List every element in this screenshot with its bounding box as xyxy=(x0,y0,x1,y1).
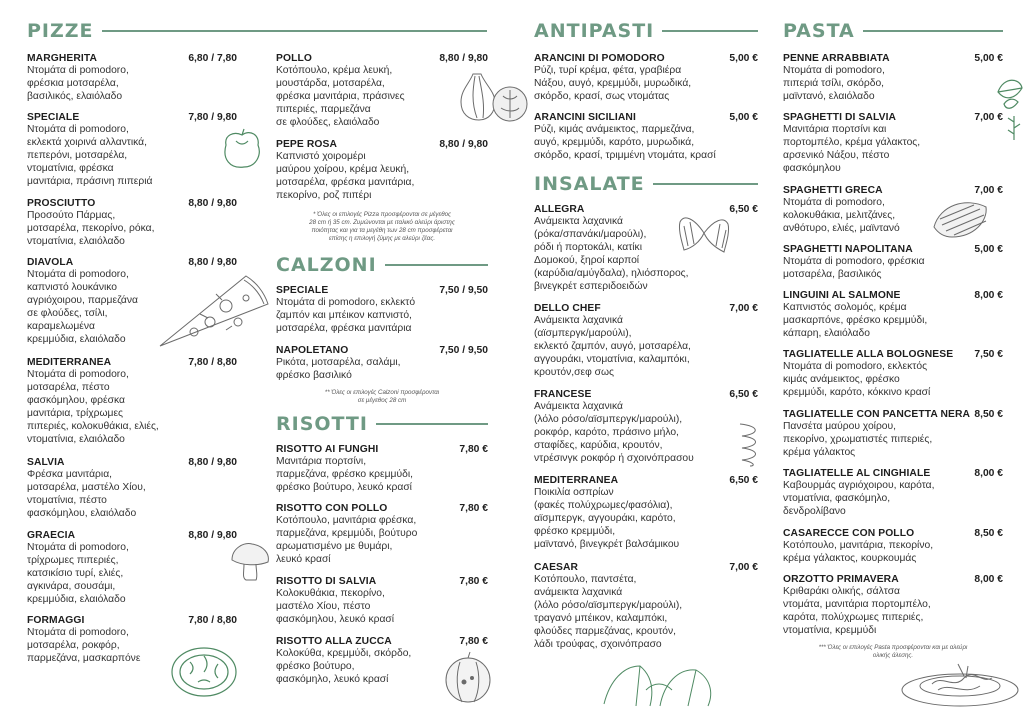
item-description-line: (λόλο ρόσο/αϊσμπεργκ/μαρούλι), xyxy=(534,414,683,426)
item-price: 7,80 / 8,80 xyxy=(188,357,237,368)
note-line: ποιότητας και για τα μεγέθη των 28 cm προσφέρεται xyxy=(311,227,453,234)
menu-item xyxy=(783,53,1003,103)
section-title-text: INSALATE xyxy=(534,173,645,195)
item-description-line: μασκαρπόνε, φρέσκο κρεμμύδι, xyxy=(783,315,928,327)
item-description-line: βινεγκρέτ εσπεριδοειδών xyxy=(534,281,648,293)
item-description-line: ντοματίνια, πέστο xyxy=(27,495,107,507)
item-description-line: Ντομάτα di pomodoro, εκλεκτό xyxy=(276,297,416,308)
item-description-line: Κολοκύθα, κρεμμύδι, σκόρδο, xyxy=(276,648,412,659)
item-name: SPAGHETTI NAPOLITANA xyxy=(783,244,913,255)
item-description-line: κρεμμύδια, ελαιόλαδο xyxy=(27,594,126,606)
item-description-line: ντοματίνια, ελαιόλαδο xyxy=(27,434,125,446)
section-title-text: ANTIPASTI xyxy=(534,20,655,42)
item-description-line: φρέσκο βούτυρο, xyxy=(276,661,355,673)
item-price: 8,80 / 9,80 xyxy=(188,457,237,468)
item-description-line: Ανάμεικτα λαχανικά xyxy=(534,315,623,326)
item-description-line: παρμεζάνα, κρεμμύδι, βούτυρο xyxy=(276,528,418,540)
item-description-line: μοτσαρέλα, ροκφόρ, xyxy=(27,640,120,652)
note-line: σε μέγεθος 28 cm xyxy=(357,397,407,404)
item-description-line: μανιτάρια, πράσινη πιπεριά xyxy=(27,176,153,188)
item-price: 7,50 € xyxy=(974,349,1003,360)
item-price: 7,00 € xyxy=(729,303,758,314)
item-description-line: καρότα, πολύχρωμες πιπεριές, xyxy=(783,612,924,624)
item-price: 6,50 € xyxy=(729,475,758,486)
item-description-line: φλούδες παρμεζάνας, κρουτόν, xyxy=(534,626,677,638)
item-name: ARANCINI SICILIANI xyxy=(534,112,636,123)
item-description-line: Ανάμεικτα λαχανικά xyxy=(534,401,623,412)
item-description-line: κρεμμύδι, καρότο, κόκκινο κρασί xyxy=(783,387,931,399)
pasta-plate-sketch xyxy=(898,656,1022,708)
item-description-line: παρμεζάνα, μασκαρπόνε xyxy=(27,653,141,665)
item-description-line: κάπαρη, ελαιόλαδο xyxy=(783,328,870,340)
item-description-line: Ποικιλία οσπρίων xyxy=(534,487,614,498)
item-name: ALLEGRA xyxy=(534,204,585,215)
section-title-insalate xyxy=(534,173,758,195)
item-description-line: ανθότυρο, ελιές, μαϊντανό xyxy=(783,223,900,235)
item-description-line: φασκόμηλου xyxy=(783,163,841,175)
item-description-line: Ντομάτα di pomodoro, xyxy=(27,542,129,553)
item-price: 8,50 € xyxy=(974,409,1003,420)
item-description-line: πεπερόνι, μοτσαρέλα, xyxy=(27,150,128,162)
lettuce-sketch xyxy=(600,660,720,709)
item-name: PROSCIUTTO xyxy=(27,198,96,209)
item-description-line: Κοτόπουλο, παντσέτα, xyxy=(534,574,637,585)
menu-item xyxy=(27,53,237,103)
section-title-pizze xyxy=(27,20,487,42)
item-price: 7,50 / 9,50 xyxy=(439,345,488,356)
menu-item xyxy=(27,357,237,447)
item-description-line: Καπνιστό χοιρομέρι xyxy=(276,151,366,162)
item-description-line: Κοτόπουλο, κρέμα λευκή, xyxy=(276,65,393,76)
item-description-line: Καβουρμάς αγριόχοιρου, καρότα, xyxy=(783,480,935,491)
note-line: επίσης η επιλογή ζύμης με αλεύρι ζέας. xyxy=(328,235,436,242)
fusilli-sketch xyxy=(732,420,768,468)
item-description-line: Ντομάτα di pomodoro, xyxy=(27,124,129,135)
item-description-line: πεκορίνο, χρωματιστές πιπεριές, xyxy=(783,434,933,446)
item-price: 6,80 / 7,80 xyxy=(188,53,237,64)
item-name: LINGUINI AL SALMONE xyxy=(783,290,901,301)
item-description-line: ανάμεικτα λαχανικά xyxy=(534,587,623,599)
item-description-line: κατσικίσιο τυρί, ελιές, xyxy=(27,568,124,580)
item-description-line: Νάξου, αυγό, κρεμμύδι, μυρωδικά, xyxy=(534,78,692,90)
item-description-line: αγριόχοιρου, παρμεζάνα xyxy=(27,295,138,307)
item-description-line: Μανιτάρια πορτσίνι και xyxy=(783,124,887,135)
item-description-line: Προσούτο Πάρμας, xyxy=(27,210,116,221)
menu-item xyxy=(783,528,1003,565)
item-price: 7,00 € xyxy=(729,562,758,573)
item-description-line: λευκό κρασί xyxy=(276,554,331,566)
note-line: ** Όλες οι επιλογές Calzoni προσφέρονται xyxy=(324,389,440,396)
item-description-line: μαστέλο Χίου, πέστο xyxy=(276,601,371,613)
section-title-text: RISOTTI xyxy=(276,413,368,435)
menu-item xyxy=(27,530,237,606)
item-description-line: φρέσκα μανιτάρια, πράσινες xyxy=(276,91,405,103)
item-description-line: αγκινάρα, σουσάμι, xyxy=(27,581,116,593)
item-price: 8,00 € xyxy=(974,574,1003,585)
title-rule xyxy=(376,423,488,425)
item-price: 5,00 € xyxy=(729,53,758,64)
title-rule xyxy=(863,30,1003,32)
item-description-line: Μανιτάρια πορτσίνι, xyxy=(276,456,367,467)
item-description-line: Ρύζι, τυρί κρέμα, φέτα, γραβιέρα xyxy=(534,65,682,76)
item-description-line: αγγουράκι, ντοματίνια, καλαμπόκι, xyxy=(534,354,690,366)
item-name: MARGHERITA xyxy=(27,53,98,64)
item-description-line: Καπνιστός σολομός, κρέμα xyxy=(783,302,907,313)
item-name: TAGLIATELLE ALLA BOLOGNESE xyxy=(783,349,954,360)
title-rule xyxy=(385,264,488,266)
menu-item xyxy=(783,409,1003,459)
item-name: TAGLIATELLE CON PANCETTA NERA xyxy=(783,409,971,420)
item-description-line: μουστάρδα, μοτσαρέλα, xyxy=(276,78,385,90)
section-title-pasta xyxy=(783,20,1003,42)
item-description-line: φασκόμηλου, φρέσκα xyxy=(27,395,125,407)
item-description-line: δενδρολίβανο xyxy=(783,506,846,518)
item-description-line: ρόδι ή πορτοκάλι, κατίκι xyxy=(534,242,642,254)
menu-item xyxy=(534,475,758,551)
item-description-line: φασκόμηλο, λευκό κρασί xyxy=(276,674,389,686)
item-description-line: κολοκυθάκια, μελιτζάνες, xyxy=(783,210,896,222)
item-name: DIAVOLA xyxy=(27,257,74,268)
item-description-line: σταφίδες, καρύδια, κρουτόν, xyxy=(534,440,663,452)
item-description-line: κιμάς ανάμεικτος, φρέσκο xyxy=(783,374,900,386)
item-description-line: Ντομάτα di pomodoro, xyxy=(783,197,885,208)
item-description-line: ντοματίνια, φρέσκα xyxy=(27,163,114,175)
item-description-line: παρμεζάνα, φρέσκο κρεμμύδι, xyxy=(276,469,413,481)
item-name: NAPOLETANO xyxy=(276,345,349,356)
item-description-line: φασκόμηλου, λευκό κρασί xyxy=(276,614,395,626)
item-description-line: αρωματισμένο με θυμάρι, xyxy=(276,541,393,553)
item-name: ORZOTTO PRIMAVERA xyxy=(783,574,899,585)
pepper-sketch xyxy=(218,125,266,173)
item-description-line: αυγό, κρεμμύδι, καρότο, μυρωδικά, xyxy=(534,137,695,149)
item-description-line: (ρόκα/σπανάκι/μαρούλι), xyxy=(534,229,647,241)
item-name: RISOTTO CON POLLO xyxy=(276,503,388,514)
item-description-line: ντοματίνια, ελαιόλαδο xyxy=(27,236,125,248)
item-description-line: πορτομπέλο, κρέμα γάλακτος, xyxy=(783,137,921,149)
note-line: *** Όλες οι επιλογές Pasta προσφέρονται και με αλεύρι xyxy=(818,644,968,651)
item-price: 5,00 € xyxy=(729,112,758,123)
item-price: 7,80 € xyxy=(459,636,488,647)
item-description-line: καραμελωμένα xyxy=(27,321,95,333)
farfalle-sketch xyxy=(676,208,732,258)
item-description-line: πεκορίνο, ροζ πιπέρι xyxy=(276,190,372,202)
item-name: SPECIALE xyxy=(27,112,80,123)
item-name: FRANCESE xyxy=(534,389,592,400)
item-name: DELLO CHEF xyxy=(534,303,601,314)
item-description-line: μαϊντανό, ελαιόλαδο xyxy=(783,91,875,103)
item-price: 7,50 / 9,50 xyxy=(439,285,488,296)
item-description-line: μοτσαρέλα, φρέσκα μανιτάρια xyxy=(276,323,412,335)
item-name: SPECIALE xyxy=(276,285,329,296)
item-price: 5,00 € xyxy=(974,53,1003,64)
item-description-line: πιπεριά τσίλι, σκόρδο, xyxy=(783,78,885,90)
item-description-line: λάδι τρούφας, σχοινόπρασο xyxy=(534,639,662,651)
menu-item xyxy=(534,562,758,652)
item-description-line: φασκόμηλου, ελαιόλαδο xyxy=(27,508,137,520)
tomato-slice-sketch xyxy=(168,644,240,700)
item-price: 5,00 € xyxy=(974,244,1003,255)
item-price: 7,00 € xyxy=(974,185,1003,196)
item-description-line: καπνιστό λουκάνικο xyxy=(27,282,118,294)
item-name: RISOTTO AI FUNGHI xyxy=(276,444,379,455)
item-description-line: (αϊσμπεργκ/μαρούλι), xyxy=(534,328,632,340)
pumpkin-sketch xyxy=(440,650,496,706)
item-price: 6,50 € xyxy=(729,389,758,400)
item-description-line: φρέσκο κρεμμύδι, xyxy=(534,526,616,538)
item-description-line: αρσενικό Νάξου, πέστο xyxy=(783,150,890,162)
section-title-calzoni xyxy=(276,254,488,276)
menu-item xyxy=(276,345,488,382)
item-price: 6,50 € xyxy=(729,204,758,215)
item-description-line: ροκφόρ, καρότο, πράσινο μήλο, xyxy=(534,427,679,439)
item-name: SALVIA xyxy=(27,457,65,468)
item-name: SPAGHETTI DI SALVIA xyxy=(783,112,897,123)
section-title-text: CALZONI xyxy=(276,254,377,276)
item-description-line: Ανάμεικτα λαχανικά xyxy=(534,216,623,227)
item-price: 7,80 € xyxy=(459,444,488,455)
item-description-line: (λόλο ρόσο/αϊσμπεργκ/μαρούλι), xyxy=(534,600,683,612)
item-description-line: κρέμα γάλακτος xyxy=(783,447,856,459)
item-description-line: ντοματίνια, κρεμμύδι xyxy=(783,625,877,637)
item-description-line: μαϊντανό, βινεγκρέτ βαλσάμικου xyxy=(534,539,680,551)
item-description-line: Ντομάτα di pomodoro, φρέσκια xyxy=(783,256,925,267)
item-price: 8,80 / 9,80 xyxy=(439,53,488,64)
item-description-line: αϊσμπεργκ, αγγουράκι, καρότο, xyxy=(534,513,676,525)
item-description-line: σε φλούδες, ελαιόλαδο xyxy=(276,117,380,129)
pizza-slice-sketch xyxy=(156,270,272,350)
item-description-line: Κολοκυθάκια, πεκορίνο, xyxy=(276,588,385,599)
item-description-line: κρέμα γάλακτος, κουρκουμάς xyxy=(783,553,917,565)
title-rule xyxy=(102,30,487,32)
item-name: GRAECIA xyxy=(27,530,76,541)
menu-item xyxy=(783,574,1003,637)
item-name: CAESAR xyxy=(534,562,579,573)
section-title-risotti xyxy=(276,413,488,435)
item-description-line: Ντομάτα di pomodoro, xyxy=(27,65,129,76)
item-description-line: Κοτόπουλο, μανιτάρια, πεκορίνο, xyxy=(783,540,934,551)
note-line: ολικής άλεσης. xyxy=(872,652,914,659)
item-description-line: εκλεκτά χοιρινά αλλαντικά, xyxy=(27,137,147,149)
item-price: 8,50 € xyxy=(974,528,1003,539)
item-description-line: πιπεριές, κολοκυθάκια, ελιές, xyxy=(27,421,159,433)
menu-item xyxy=(276,285,488,335)
item-price: 7,80 € xyxy=(459,503,488,514)
item-description-line: τρίχρωμες πιπεριές, xyxy=(27,555,119,567)
item-description-line: (φακές πολύχρωμες/φασόλια), xyxy=(534,500,673,512)
item-description-line: Ρικότα, μοτσαρέλα, σαλάμι, xyxy=(276,357,401,368)
section-title-text: PIZZE xyxy=(27,20,94,42)
item-description-line: μανιτάρια, τρίχρωμες xyxy=(27,408,124,420)
item-description-line: (καρύδια/αμύγδαλα), ηλιόσπορος, xyxy=(534,268,689,280)
item-description-line: πιπεριές, παρμεζάνα xyxy=(276,104,371,116)
item-description-line: ντομάτα, μανιτάρια πορτομπέλο, xyxy=(783,599,931,611)
menu-item xyxy=(276,139,488,202)
menu-item xyxy=(27,112,237,188)
item-description-line: Ντομάτα di pomodoro, xyxy=(27,369,129,380)
title-rule xyxy=(662,30,758,32)
item-name: TAGLIATELLE AL CINGHIALE xyxy=(783,468,931,479)
item-description-line: φρέσκια μοτσαρέλα, xyxy=(27,78,119,90)
item-description-line: Ντομάτα di pomodoro, εκλεκτός xyxy=(783,361,928,372)
menu-item xyxy=(783,349,1003,399)
item-description-line: σκόρδο, κρασί, σως ντομάτας xyxy=(534,91,670,103)
shell-pasta-sketch xyxy=(930,197,990,241)
item-price: 8,80 / 9,80 xyxy=(188,257,237,268)
item-description-line: Δομοκού, ξηροί καρποί xyxy=(534,255,640,267)
item-description-line: Ντομάτα di pomodoro, xyxy=(27,627,129,638)
basil-leaf-sketch xyxy=(994,72,1024,112)
section-title-antipasti xyxy=(534,20,758,42)
item-price: 8,00 € xyxy=(974,468,1003,479)
menu-item xyxy=(534,389,758,465)
menu-item xyxy=(27,198,237,248)
item-price: 8,00 € xyxy=(974,290,1003,301)
item-description-line: Ρύζι, κιμάς ανάμεικτος, παρμεζάνα, xyxy=(534,124,695,135)
mushroom-sketch xyxy=(228,540,272,584)
item-name: FORMAGGI xyxy=(27,615,85,626)
item-description-line: ντοματίνια, φασκόμηλο, xyxy=(783,493,891,505)
item-name: RISOTTO ALLA ZUCCA xyxy=(276,636,392,647)
item-price: 7,80 / 8,80 xyxy=(188,615,237,626)
item-description-line: τραγανό μπέικον, καλαμπόκι, xyxy=(534,613,668,625)
item-description-line: φρέσκο βασιλικό xyxy=(276,370,352,382)
item-description-line: φρέσκο βούτυρο, λευκό κρασί xyxy=(276,482,412,494)
item-price: 8,80 / 9,80 xyxy=(188,198,237,209)
item-name: MEDITERRANEA xyxy=(534,475,619,486)
menu-item xyxy=(27,457,237,520)
item-name: MEDITERRANEA xyxy=(27,357,112,368)
item-description-line: μοτσαρέλα, βασιλικός xyxy=(783,269,882,281)
item-description-line: Κοτόπουλο, μανιτάρια φρέσκα, xyxy=(276,515,417,526)
item-description-line: μοτσαρέλα, πέστο xyxy=(27,382,110,394)
note-line: 28 cm ή 35 cm. Ζυμώνονται με ιταλικό αλεύρι άριστης xyxy=(309,219,455,226)
item-name: PEPE ROSA xyxy=(276,139,337,150)
item-description-line: μοτσαρέλα, φρέσκα μανιτάρια, xyxy=(276,177,415,189)
menu-item xyxy=(783,244,1003,281)
item-price: 8,80 / 9,80 xyxy=(188,530,237,541)
item-description-line: κρεμμύδια, ελαιόλαδο xyxy=(27,334,126,346)
item-price: 8,80 / 9,80 xyxy=(439,139,488,150)
note-line: * Όλες οι επιλογές Pizza προσφέρονται σε μέγεθος xyxy=(312,211,452,218)
item-name: RISOTTO DI SALVIA xyxy=(276,576,377,587)
item-name: POLLO xyxy=(276,53,312,64)
item-description-line: ζαμπόν και μπέικον καπνιστό, xyxy=(276,310,412,322)
item-name: CASARECCE CON POLLO xyxy=(783,528,915,539)
item-description-line: σκόρδο, κρασί, τριμμένη ντομάτα, κρασί xyxy=(534,150,716,162)
item-description-line: Πανσέτα μαύρου χοίρου, xyxy=(783,421,897,432)
menu-item xyxy=(783,112,1003,175)
menu-item xyxy=(534,53,758,103)
menu-item xyxy=(783,468,1003,518)
item-name: ARANCINI DI POMODORO xyxy=(534,53,665,64)
menu-item xyxy=(534,112,758,162)
item-description-line: Φρέσκα μανιτάρια, xyxy=(27,469,113,480)
item-description-line: βασιλικός, ελαιόλαδο xyxy=(27,91,123,103)
item-description-line: Κριθαράκι ολικής, σάλτσα xyxy=(783,586,901,597)
menu-item xyxy=(276,576,488,626)
calzoni-note xyxy=(276,389,488,405)
menu-item xyxy=(534,303,758,379)
item-name: PENNE ARRABBIATA xyxy=(783,53,890,64)
item-name: SPAGHETTI GRECA xyxy=(783,185,883,196)
item-description-line: Ντομάτα di pomodoro, xyxy=(783,65,885,76)
item-description-line: κρουτόν,σεφ σως xyxy=(534,367,615,379)
menu-item xyxy=(276,444,488,494)
menu-item xyxy=(276,503,488,566)
herb-sprig-sketch xyxy=(1004,112,1024,142)
item-description-line: μοτσαρέλα, μαστέλο Χίου, xyxy=(27,482,146,494)
section-title-text: PASTA xyxy=(783,20,855,42)
item-price: 7,80 € xyxy=(459,576,488,587)
menu-item xyxy=(783,290,1003,340)
item-description-line: σε φλούδες, τσίλι, xyxy=(27,308,108,320)
item-description-line: μοτσαρέλα, πεκορίνο, ρόκα, xyxy=(27,223,155,235)
item-description-line: εκλεκτό ζαμπόν, αυγό, μοτσαρέλα, xyxy=(534,341,691,353)
pizza-note xyxy=(276,211,488,243)
item-description-line: ντρέσινγκ ροκφόρ ή σχοινόπρασου xyxy=(534,453,694,465)
item-description-line: Ντομάτα di pomodoro, xyxy=(27,269,129,280)
item-price: 7,00 € xyxy=(974,112,1003,123)
title-rule xyxy=(653,183,758,185)
garlic-tomato-sketch xyxy=(455,66,535,126)
item-price: 7,80 / 9,80 xyxy=(188,112,237,123)
item-description-line: μαύρου χοίρου, κρέμα λευκή, xyxy=(276,164,410,176)
